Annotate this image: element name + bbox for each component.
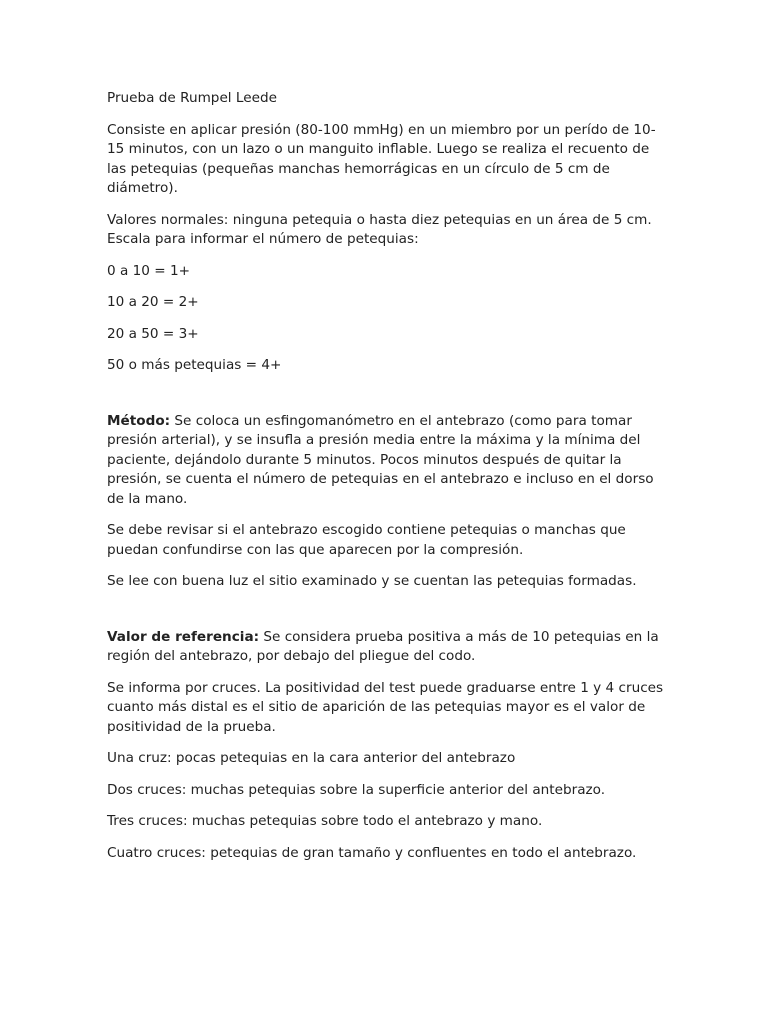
scale-item: 10 a 20 = 2+ (107, 294, 199, 310)
cross-item: Dos cruces: muchas petequias sobre la superficie anterior del antebrazo. (107, 781, 606, 798)
scale-item: 50 o más petequias = 4+ (107, 357, 282, 373)
cross-item: Cuatro cruces: petequias de gran tamaño y confluentes en todo el antebrazo. (107, 844, 637, 861)
normal-values-paragraph: Valores normales: ninguna petequia o hasta diez petequias en un área de 5 cm. Escala para informar el número de petequias: (107, 211, 652, 247)
section-spacer (107, 604, 667, 628)
method-paragraph (107, 412, 667, 510)
crosses-info-paragraph: Se informa por cruces. La positividad del test puede graduarse entre 1 y 4 cruces cuanto más distal es el sitio de aparición de las petequias mayor es el valor de positividad de la prueba. (107, 679, 664, 735)
document-title: Prueba de Rumpel Leede (107, 90, 277, 106)
method-text: Se coloca un esfingomanómetro en el antebrazo (como para tomar presión arterial), y se insufla a presión media entre la máxima y la mínima del paciente, dejándolo durante 5 minutos. Pocos minutos después de quitar la presión, se cuenta el número de petequias en el antebrazo e incluso en el dorso de la mano. (107, 412, 654, 507)
method-check-paragraph: Se debe revisar si el antebrazo escogido contiene petequias o manchas que puedan confundirse con las que aparecen por la compresión. (107, 522, 626, 558)
intro-paragraph: Consiste en aplicar presión (80-100 mmHg) en un miembro por un perído de 10-15 minutos, con un lazo o un manguito inflable. Luego se realiza el recuento de las petequias (pequeñas manchas hemorrágicas en un círculo de 5 cm de diámetro). (107, 121, 656, 196)
method-read-paragraph: Se lee con buena luz el sitio examinado y se cuentan las petequias formadas. (107, 573, 637, 589)
reference-label: Valor de referencia: (107, 628, 260, 645)
document-page (107, 89, 667, 875)
reference-text: Se considera prueba positiva a más de 10 petequias en la región del antebrazo, por debajo del pliegue del codo. (107, 628, 659, 664)
cross-item: Una cruz: pocas petequias en la cara anterior del antebrazo (107, 750, 516, 766)
reference-paragraph (107, 628, 667, 667)
scale-item: 0 a 10 = 1+ (107, 262, 190, 279)
scale-item: 20 a 50 = 3+ (107, 325, 199, 342)
method-label: Método: (107, 412, 171, 429)
section-spacer (107, 388, 667, 412)
cross-item: Tres cruces: muchas petequias sobre todo el antebrazo y mano. (107, 813, 543, 829)
